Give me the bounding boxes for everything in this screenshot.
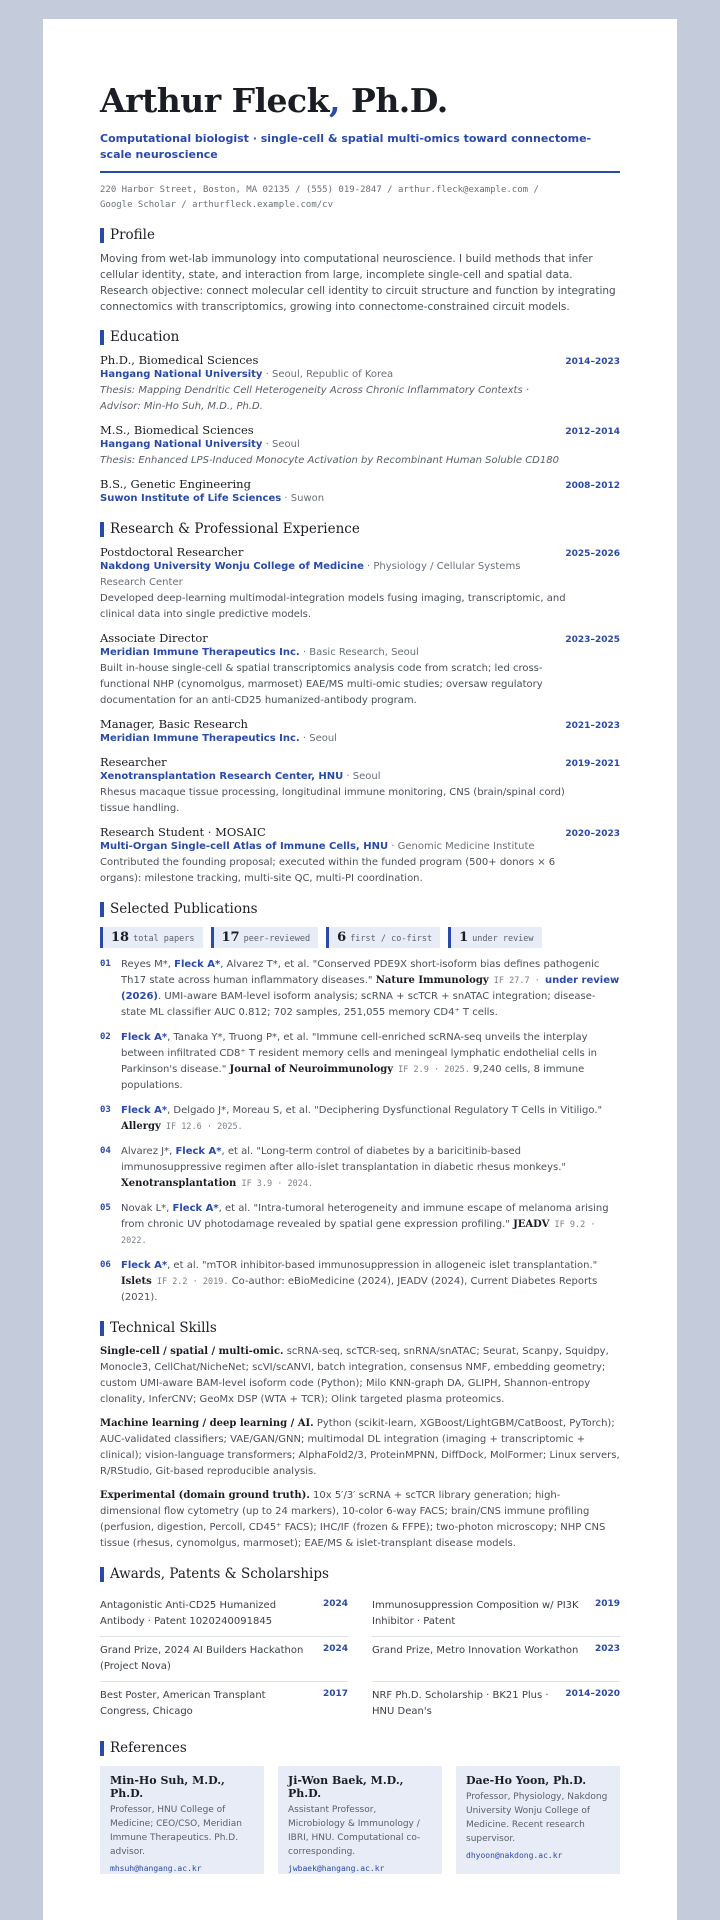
candidate-name: Arthur Fleck, Ph.D.: [100, 81, 448, 120]
journal-meta: IF 12.6 · 2025.: [160, 1122, 243, 1132]
publication-number: 04: [100, 1146, 111, 1156]
authors-title: , Alvarez T*, et al. "Conserved PDE9X short-isoform bias defines pathogenic Th17 state across human inflammatory diseases.": [121, 959, 600, 986]
publication-item: [100, 1144, 620, 1192]
publication-citation: [121, 1103, 620, 1135]
reference-email[interactable]: dhyoon@nakdong.ac.kr: [466, 1851, 563, 1860]
experience-entry: [100, 755, 620, 817]
publication-item: [100, 1201, 620, 1249]
journal-name: Allergy: [121, 1121, 161, 1132]
authors-title: , et al. "mTOR inhibitor-based immunosuppression in allogeneic islet transplantation.": [167, 1260, 598, 1271]
institution-name: Suwon Institute of Life Sciences: [100, 493, 282, 504]
organization-line: [100, 731, 550, 747]
authors-title: , Delgado J*, Moreau S, et al. "Deciphering Dysfunctional Regulatory T Cells in Vitiligo.": [167, 1105, 603, 1116]
entry-header: [100, 825, 620, 839]
authors-title: , et al. "Intra-tumoral heterogeneity and immune escape of melanoma arising from chronic UV photodamage revealed by spatial gene expression profiling.": [121, 1203, 609, 1230]
publication-number: 06: [100, 1260, 111, 1270]
organization-line: [100, 839, 550, 855]
date-range: 2014–2023: [565, 357, 620, 367]
authors-before: Novak L*,: [121, 1203, 173, 1214]
institution-location: · Suwon: [281, 493, 325, 504]
stat-number: 1: [459, 930, 469, 945]
stat-label: first / co-first: [350, 934, 433, 944]
organization-location: · Seoul: [343, 771, 381, 782]
publication-item: [100, 1030, 620, 1094]
publication-stats: [100, 927, 620, 948]
authors-title: , Tanaka Y*, Truong P*, et al. "Immune cell-enriched scRNA-seq unveils the interplay between infiltrated CD8⁺ T resident memory cells and meningeal lymphatic endothelial cells in Parkinson's disease.": [121, 1032, 597, 1075]
author-self: Fleck A*: [174, 959, 221, 970]
resume-page: [43, 19, 677, 1920]
role-title: Manager, Basic Research: [100, 717, 248, 731]
reference-name: Ji-Won Baek, M.D., Ph.D.: [288, 1774, 404, 1800]
awards-grid: [100, 1592, 620, 1726]
references-heading: References: [100, 1740, 620, 1756]
awards-heading: Awards, Patents & Scholarships: [100, 1566, 620, 1582]
author-self: Fleck A*: [121, 1105, 168, 1116]
experience-list: [100, 545, 620, 887]
section-marker: [100, 330, 104, 345]
publication-number: 01: [100, 959, 111, 969]
section-marker: [100, 1321, 104, 1336]
section-marker: [100, 522, 104, 537]
award-year: 2019: [594, 1599, 620, 1609]
role-title: Research Student · MOSAIC: [100, 825, 266, 839]
stat-number: 18: [111, 930, 130, 945]
author-self: Fleck A*: [175, 1146, 222, 1157]
organization-location: · Seoul: [299, 733, 337, 744]
publication-item: [100, 1258, 620, 1306]
stat-label: peer-reviewed: [243, 934, 311, 944]
tagline: Computational biologist · single-cell & spatial multi-omics toward connectome-scale neuroscience: [100, 132, 592, 161]
author-self: Fleck A*: [172, 1203, 219, 1214]
thesis-info: Thesis: Mapping Dendritic Cell Heterogeneity Across Chronic Inflammatory Contexts · Advisor: Min-Ho Suh, M.D., Ph.D.: [100, 385, 530, 412]
contact-line: Google Scholar / arthurfleck.example.com/cv: [100, 200, 333, 210]
reference-card: [278, 1766, 442, 1874]
role-title: Researcher: [100, 755, 167, 769]
skill-category: Machine learning / deep learning / AI.: [100, 1418, 314, 1429]
journal-meta: IF 9.2 · 2022.: [121, 1220, 596, 1246]
publication-citation: [121, 1258, 620, 1306]
date-range: 2019–2021: [565, 759, 620, 769]
date-range: 2008–2012: [565, 481, 620, 491]
publication-citation: [121, 1201, 620, 1249]
experience-entry: [100, 545, 620, 623]
role-description: Rhesus macaque tissue processing, longitudinal immune monitoring, CNS (brain/spinal cord) tissue handling.: [100, 787, 565, 814]
publications-heading: Selected Publications: [100, 901, 620, 917]
skill-details: Python (scikit-learn, XGBoost/LightGBM/CatBoost, PyTorch); AUC-validated classifiers; VAE/GAN/GNN; multimodal DL integration (imaging + transcriptomic + clinical); vision-language transformers; AlphaFold2/3, ProteinMPNN, DiffDock, MolFormer; Linux servers, R/RStudio, Git-based reproducible analysis.: [100, 1418, 620, 1477]
journal-name: JEADV: [513, 1219, 550, 1230]
skill-category: Single-cell / spatial / multi-omic.: [100, 1346, 284, 1357]
organization-location: · Basic Research, Seoul: [299, 647, 419, 658]
authors-title: , et al. "Long-term control of diabetes by a baricitinib-based immunosuppressive regimen after allo-islet transplantation in diabetic rhesus monkeys.": [121, 1146, 566, 1173]
institution-line: [100, 491, 550, 507]
award-year: 2017: [322, 1689, 348, 1699]
publication-notes: . UMI-aware BAM-level isoform analysis; scRNA + scTCR + snATAC integration; disease-state ML classifier AUC 0.812; 702 samples, 251,055 memory CD4⁺ T cells.: [121, 991, 596, 1018]
journal-meta: IF 2.9 · 2025.: [393, 1065, 470, 1075]
date-range: 2012–2014: [565, 427, 620, 437]
stat-label: total papers: [133, 934, 195, 944]
degree-title: B.S., Genetic Engineering: [100, 477, 251, 491]
reference-role: Professor, HNU College of Medicine; CEO/CSO, Meridian Immune Therapeutics. Ph.D. advisor.: [110, 1805, 242, 1857]
organization-line: [100, 769, 550, 785]
education-entry: [100, 423, 620, 469]
entry-header: [100, 353, 620, 367]
skill-details: 10x 5′/3′ scRNA + scTCR library generation; high-dimensional flow cytometry (up to 24 markers), 10-color 6-way FACS; brain/CNS immune profiling (perfusion, digestion, Percoll, CD45⁺ FACS); IHC/IF (frozen & FFPE); two-photon microscopy; NHP CNS tissue (rhesus, cynomolgus, marmoset); EAE/MS & islet-transplant disease models.: [100, 1490, 606, 1549]
publication-list: [100, 957, 620, 1306]
journal-name: Islets: [121, 1276, 152, 1287]
date-range: 2025–2026: [565, 549, 620, 559]
award-title: Immunosuppression Composition w/ PI3K Inhibitor · Patent: [372, 1600, 579, 1627]
section-marker: [100, 1741, 104, 1756]
publication-status: under review (2026): [121, 975, 620, 1002]
publication-number: 05: [100, 1203, 111, 1213]
award-year: 2024: [322, 1644, 348, 1654]
stat-number: 17: [221, 930, 240, 945]
author-self: Fleck A*: [121, 1032, 168, 1043]
publication-stat: [448, 927, 541, 948]
organization-name: Meridian Immune Therapeutics Inc.: [100, 733, 300, 744]
organization-location: · Physiology / Cellular Systems Research Center: [100, 561, 521, 588]
publication-notes: 9,240 cells, 8 immune populations.: [121, 1064, 585, 1091]
award-item: [372, 1682, 620, 1726]
reference-email[interactable]: jwbaek@hangang.ac.kr: [288, 1864, 385, 1873]
education-entry: [100, 477, 620, 507]
contact-info: [100, 183, 620, 213]
experience-entry: [100, 717, 620, 747]
publication-item: [100, 1103, 620, 1135]
stat-number: 6: [337, 930, 347, 945]
journal-meta: IF 27.7 ·: [488, 976, 545, 986]
award-item: [100, 1682, 348, 1726]
reference-role: Assistant Professor, Microbiology & Immunology / IBRI, HNU. Computational co-corresponding.: [288, 1805, 421, 1857]
organization-name: Nakdong University Wonju College of Medicine: [100, 561, 364, 572]
contact-line: 220 Harbor Street, Boston, MA 02135 / (555) 019-2847 / arthur.fleck@example.com /: [100, 185, 539, 195]
reference-email[interactable]: mhsuh@hangang.ac.kr: [110, 1864, 202, 1873]
entry-header: [100, 545, 620, 559]
award-title: NRF Ph.D. Scholarship · BK21 Plus · HNU Dean's: [372, 1690, 549, 1717]
publication-stat: [100, 927, 203, 948]
date-range: 2021–2023: [565, 721, 620, 731]
organization-name: Xenotransplantation Research Center, HNU: [100, 771, 344, 782]
stat-label: under review: [472, 934, 534, 944]
publication-citation: [121, 1030, 620, 1094]
education-heading: Education: [100, 329, 620, 345]
organization-name: Meridian Immune Therapeutics Inc.: [100, 647, 300, 658]
experience-heading: Research & Professional Experience: [100, 521, 620, 537]
date-range: 2020–2023: [565, 829, 620, 839]
section-marker: [100, 902, 104, 917]
role-description: Developed deep-learning multimodal-integration models fusing imaging, transcriptomic, and clinical data into single predictive models.: [100, 593, 566, 620]
publication-notes: Co-author: eBioMedicine (2024), JEADV (2024), Current Diabetes Reports (2021).: [121, 1276, 598, 1303]
organization-name: Multi-Organ Single-cell Atlas of Immune Cells, HNU: [100, 841, 389, 852]
institution-line: [100, 437, 550, 453]
publication-stat: [326, 927, 440, 948]
skills-list: [100, 1344, 620, 1552]
thesis-info: Thesis: Enhanced LPS-Induced Monocyte Activation by Recombinant Human Soluble CD180: [100, 455, 559, 466]
skill-details: scRNA-seq, scTCR-seq, snRNA/snATAC; Seurat, Scanpy, Squidpy, Monocle3, CellChat/NicheNet; scVI/scANVI, batch integration, consensus NMF, embedding geometry; custom UMI-aware BAM-level isoform code (Python); Milo KNN-graph DA, GLIPH, Shannon-entropy clonality, InferCNV; GeoMx DSP (WTA + TCR); Olink targeted plasma proteomics.: [100, 1346, 609, 1405]
header-divider: [100, 171, 620, 173]
date-range: 2023–2025: [565, 635, 620, 645]
authors-before: Alvarez J*,: [121, 1146, 176, 1157]
profile-heading: Profile: [100, 227, 620, 243]
skill-group: [100, 1488, 620, 1552]
reference-card: [100, 1766, 264, 1874]
journal-name: Nature Immunology: [375, 975, 489, 986]
entry-header: [100, 477, 620, 491]
award-year: 2024: [322, 1599, 348, 1609]
role-title: Associate Director: [100, 631, 208, 645]
section-marker: [100, 228, 104, 243]
reference-name: Dae-Ho Yoon, Ph.D.: [466, 1774, 587, 1787]
skill-group: [100, 1416, 620, 1480]
author-self: Fleck A*: [121, 1260, 168, 1271]
entry-header: [100, 423, 620, 437]
section-marker: [100, 1567, 104, 1582]
organization-location: · Genomic Medicine Institute: [388, 841, 535, 852]
institution-line: [100, 367, 550, 383]
reference-card: [456, 1766, 620, 1874]
journal-meta: IF 3.9 · 2024.: [236, 1179, 314, 1189]
skill-group: [100, 1344, 620, 1408]
journal-name: Journal of Neuroimmunology: [229, 1064, 394, 1075]
profile-text: Moving from wet-lab immunology into computational neuroscience. I build methods that infer cellular identity, state, and interaction from large, incomplete single-cell and spatial data. Research objective: connect molecular cell identity to circuit structure and function by integrating connectomics with transcriptomics, growing into connectome-constrained circuit models.: [100, 253, 616, 313]
education-list: [100, 353, 620, 507]
entry-header: [100, 717, 620, 731]
award-title: Grand Prize, 2024 AI Builders Hackathon (Project Nova): [100, 1645, 304, 1672]
award-item: [100, 1637, 348, 1682]
publication-citation: [121, 1144, 620, 1192]
experience-entry: [100, 825, 620, 887]
organization-line: [100, 559, 550, 591]
publication-citation: [121, 957, 620, 1021]
entry-header: [100, 755, 620, 769]
institution-location: · Seoul, Republic of Korea: [262, 369, 394, 380]
journal-name: Xenotransplantation: [121, 1178, 237, 1189]
award-title: Grand Prize, Metro Innovation Workathon: [372, 1645, 579, 1656]
reference-role: Professor, Physiology, Nakdong University Wonju College of Medicine. Recent research supervisor.: [466, 1792, 608, 1844]
award-item: [372, 1637, 620, 1682]
authors-before: Reyes M*,: [121, 959, 175, 970]
publication-item: [100, 957, 620, 1021]
institution-name: Hangang National University: [100, 369, 263, 380]
award-title: Antagonistic Anti-CD25 Humanized Antibody · Patent 1020240091845: [100, 1600, 277, 1627]
publication-number: 02: [100, 1032, 111, 1042]
reference-name: Min-Ho Suh, M.D., Ph.D.: [110, 1774, 225, 1800]
role-title: Postdoctoral Researcher: [100, 545, 244, 559]
publication-stat: [211, 927, 319, 948]
role-description: Contributed the founding proposal; executed within the funded program (500+ donors × 6 organs): milestone tracking, multi-site QC, multi-PI coordination.: [100, 857, 556, 884]
entry-header: [100, 631, 620, 645]
institution-name: Hangang National University: [100, 439, 263, 450]
award-item: [372, 1592, 620, 1637]
references-list: [100, 1766, 620, 1874]
institution-location: · Seoul: [262, 439, 300, 450]
award-item: [100, 1592, 348, 1637]
role-description: Built in-house single-cell & spatial transcriptomics analysis code from scratch; led cross-functional NHP (cynomolgus, marmoset) EAE/MS multi-omic studies; oversaw regulatory documentation for an anti-CD25 humanized-antibody program.: [100, 663, 543, 706]
skill-category: Experimental (domain ground truth).: [100, 1490, 310, 1501]
education-entry: [100, 353, 620, 415]
organization-line: [100, 645, 550, 661]
skills-heading: Technical Skills: [100, 1320, 620, 1336]
degree-title: M.S., Biomedical Sciences: [100, 423, 254, 437]
award-year: 2023: [594, 1644, 620, 1654]
journal-meta: IF 2.2 · 2019.: [151, 1277, 229, 1287]
experience-entry: [100, 631, 620, 709]
degree-title: Ph.D., Biomedical Sciences: [100, 353, 259, 367]
publication-number: 03: [100, 1105, 111, 1115]
award-year: 2014–2020: [565, 1689, 620, 1699]
award-title: Best Poster, American Transplant Congress, Chicago: [100, 1690, 266, 1717]
